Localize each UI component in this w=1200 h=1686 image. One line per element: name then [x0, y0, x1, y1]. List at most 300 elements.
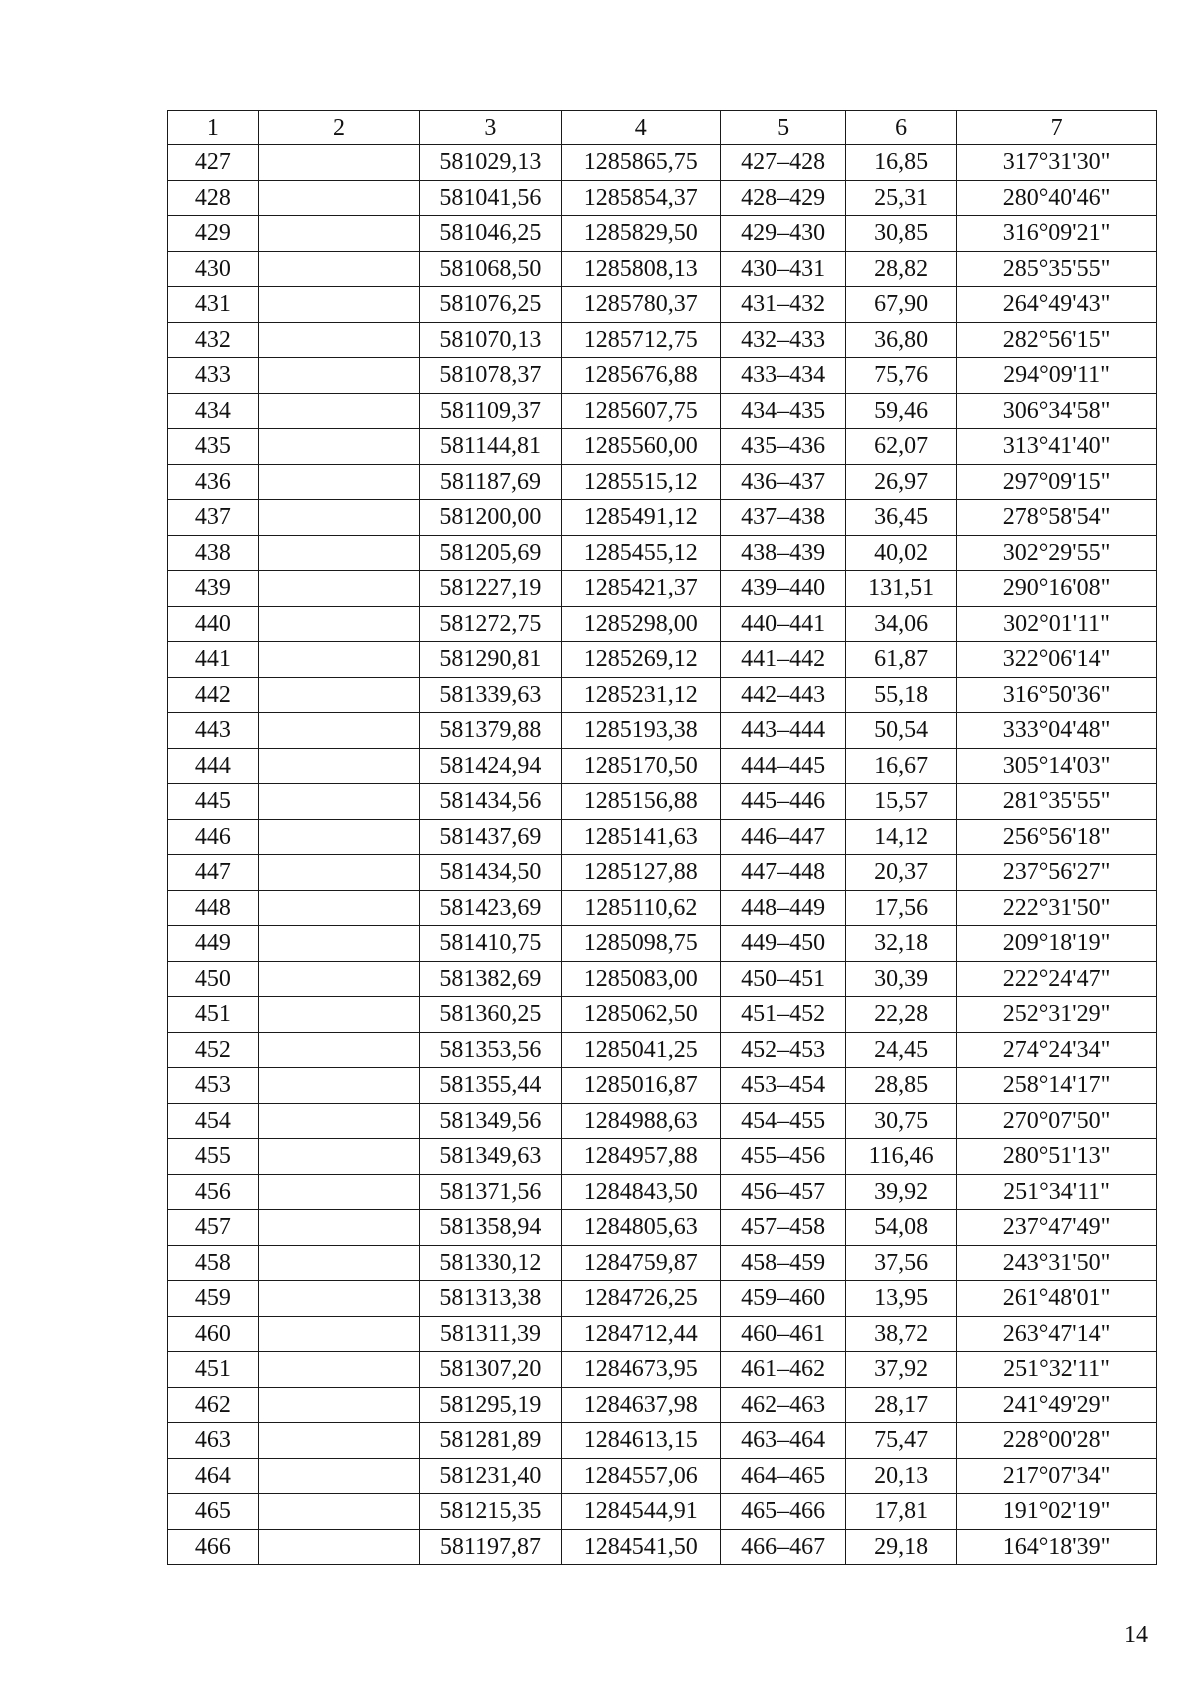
- distance-cell: 40,02: [846, 535, 957, 571]
- table-row: [168, 784, 1157, 820]
- table-row: [168, 855, 1157, 891]
- table-row: [168, 1352, 1157, 1388]
- segment-cell: 462–463: [721, 1387, 846, 1423]
- coordinate-x-cell: 581046,25: [420, 216, 561, 252]
- coordinate-y-cell: 1285098,75: [561, 926, 720, 962]
- header-cell-col3: 3: [420, 111, 561, 145]
- point-number-cell: 444: [168, 748, 259, 784]
- coordinate-x-cell: 581231,40: [420, 1458, 561, 1494]
- coordinate-y-cell: 1285808,13: [561, 251, 720, 287]
- coordinate-y-cell: 1284673,95: [561, 1352, 720, 1388]
- point-name-cell: [258, 1387, 419, 1423]
- point-name-cell: [258, 535, 419, 571]
- table-row: [168, 642, 1157, 678]
- point-number-cell: 443: [168, 713, 259, 749]
- point-name-cell: [258, 1068, 419, 1104]
- coordinate-y-cell: 1285041,25: [561, 1032, 720, 1068]
- distance-cell: 55,18: [846, 677, 957, 713]
- point-name-cell: [258, 1494, 419, 1530]
- coordinate-y-cell: 1285712,75: [561, 322, 720, 358]
- bearing-cell: 251°32'11": [957, 1352, 1157, 1388]
- segment-cell: 454–455: [721, 1103, 846, 1139]
- coordinate-y-cell: 1285421,37: [561, 571, 720, 607]
- table-row: [168, 1174, 1157, 1210]
- point-number-cell: 454: [168, 1103, 259, 1139]
- coordinate-y-cell: 1284759,87: [561, 1245, 720, 1281]
- table-row: [168, 145, 1157, 181]
- distance-cell: 34,06: [846, 606, 957, 642]
- distance-cell: 131,51: [846, 571, 957, 607]
- coordinate-x-cell: 581358,94: [420, 1210, 561, 1246]
- bearing-cell: 285°35'55": [957, 251, 1157, 287]
- bearing-cell: 258°14'17": [957, 1068, 1157, 1104]
- bearing-cell: 282°56'15": [957, 322, 1157, 358]
- coordinate-x-cell: 581311,39: [420, 1316, 561, 1352]
- distance-cell: 36,45: [846, 500, 957, 536]
- coordinate-x-cell: 581078,37: [420, 358, 561, 394]
- segment-cell: 450–451: [721, 961, 846, 997]
- segment-cell: 439–440: [721, 571, 846, 607]
- coordinate-x-cell: 581330,12: [420, 1245, 561, 1281]
- coordinate-y-cell: 1285780,37: [561, 287, 720, 323]
- point-name-cell: [258, 819, 419, 855]
- point-number-cell: 442: [168, 677, 259, 713]
- distance-cell: 20,13: [846, 1458, 957, 1494]
- coordinate-x-cell: 581434,56: [420, 784, 561, 820]
- segment-cell: 444–445: [721, 748, 846, 784]
- point-number-cell: 460: [168, 1316, 259, 1352]
- point-number-cell: 445: [168, 784, 259, 820]
- point-name-cell: [258, 1423, 419, 1459]
- segment-cell: 465–466: [721, 1494, 846, 1530]
- distance-cell: 14,12: [846, 819, 957, 855]
- bearing-cell: 237°47'49": [957, 1210, 1157, 1246]
- coordinate-y-cell: 1285156,88: [561, 784, 720, 820]
- point-name-cell: [258, 571, 419, 607]
- point-name-cell: [258, 180, 419, 216]
- segment-cell: 430–431: [721, 251, 846, 287]
- distance-cell: 75,76: [846, 358, 957, 394]
- distance-cell: 30,75: [846, 1103, 957, 1139]
- bearing-cell: 322°06'14": [957, 642, 1157, 678]
- segment-cell: 446–447: [721, 819, 846, 855]
- point-name-cell: [258, 606, 419, 642]
- segment-cell: 437–438: [721, 500, 846, 536]
- point-number-cell: 466: [168, 1529, 259, 1565]
- point-number-cell: 453: [168, 1068, 259, 1104]
- point-number-cell: 429: [168, 216, 259, 252]
- point-number-cell: 464: [168, 1458, 259, 1494]
- coordinate-x-cell: 581187,69: [420, 464, 561, 500]
- point-name-cell: [258, 926, 419, 962]
- distance-cell: 29,18: [846, 1529, 957, 1565]
- point-name-cell: [258, 287, 419, 323]
- point-number-cell: 449: [168, 926, 259, 962]
- point-name-cell: [258, 1210, 419, 1246]
- table-row: [168, 1494, 1157, 1530]
- table-row: [168, 997, 1157, 1033]
- table-row: [168, 1458, 1157, 1494]
- point-name-cell: [258, 1032, 419, 1068]
- bearing-cell: 280°51'13": [957, 1139, 1157, 1175]
- distance-cell: 59,46: [846, 393, 957, 429]
- table-row: [168, 713, 1157, 749]
- segment-cell: 432–433: [721, 322, 846, 358]
- point-name-cell: [258, 464, 419, 500]
- coordinate-x-cell: 581227,19: [420, 571, 561, 607]
- table-row: [168, 464, 1157, 500]
- header-cell-col2: 2: [258, 111, 419, 145]
- coordinate-y-cell: 1285231,12: [561, 677, 720, 713]
- coordinate-x-cell: 581200,00: [420, 500, 561, 536]
- table-row: [168, 1281, 1157, 1317]
- coordinate-x-cell: 581205,69: [420, 535, 561, 571]
- distance-cell: 20,37: [846, 855, 957, 891]
- distance-cell: 13,95: [846, 1281, 957, 1317]
- coordinate-x-cell: 581313,38: [420, 1281, 561, 1317]
- point-name-cell: [258, 1174, 419, 1210]
- bearing-cell: 261°48'01": [957, 1281, 1157, 1317]
- point-name-cell: [258, 748, 419, 784]
- segment-cell: 461–462: [721, 1352, 846, 1388]
- point-name-cell: [258, 961, 419, 997]
- bearing-cell: 252°31'29": [957, 997, 1157, 1033]
- distance-cell: 17,81: [846, 1494, 957, 1530]
- table-header: [168, 111, 1157, 145]
- segment-cell: 451–452: [721, 997, 846, 1033]
- coordinate-x-cell: 581068,50: [420, 251, 561, 287]
- coordinate-y-cell: 1284805,63: [561, 1210, 720, 1246]
- bearing-cell: 222°24'47": [957, 961, 1157, 997]
- segment-cell: 431–432: [721, 287, 846, 323]
- distance-cell: 38,72: [846, 1316, 957, 1352]
- point-name-cell: [258, 358, 419, 394]
- point-number-cell: 465: [168, 1494, 259, 1530]
- header-cell-col7: 7: [957, 111, 1157, 145]
- table-row: [168, 1210, 1157, 1246]
- distance-cell: 62,07: [846, 429, 957, 465]
- distance-cell: 30,39: [846, 961, 957, 997]
- coordinate-x-cell: 581434,50: [420, 855, 561, 891]
- distance-cell: 39,92: [846, 1174, 957, 1210]
- distance-cell: 116,46: [846, 1139, 957, 1175]
- coordinate-x-cell: 581360,25: [420, 997, 561, 1033]
- distance-cell: 17,56: [846, 890, 957, 926]
- header-cell-col5: 5: [721, 111, 846, 145]
- bearing-cell: 228°00'28": [957, 1423, 1157, 1459]
- coordinate-y-cell: 1285607,75: [561, 393, 720, 429]
- segment-cell: 436–437: [721, 464, 846, 500]
- point-name-cell: [258, 1139, 419, 1175]
- point-name-cell: [258, 713, 419, 749]
- point-number-cell: 451: [168, 1352, 259, 1388]
- point-name-cell: [258, 1281, 419, 1317]
- distance-cell: 28,17: [846, 1387, 957, 1423]
- coordinate-y-cell: 1285193,38: [561, 713, 720, 749]
- table-row: [168, 322, 1157, 358]
- point-name-cell: [258, 500, 419, 536]
- table-row: [168, 1103, 1157, 1139]
- table-row: [168, 535, 1157, 571]
- coordinate-y-cell: 1284843,50: [561, 1174, 720, 1210]
- segment-cell: 440–441: [721, 606, 846, 642]
- table-row: [168, 500, 1157, 536]
- segment-cell: 455–456: [721, 1139, 846, 1175]
- bearing-cell: 302°01'11": [957, 606, 1157, 642]
- coordinate-x-cell: 581371,56: [420, 1174, 561, 1210]
- segment-cell: 458–459: [721, 1245, 846, 1281]
- coordinate-x-cell: 581295,19: [420, 1387, 561, 1423]
- point-number-cell: 439: [168, 571, 259, 607]
- point-name-cell: [258, 1316, 419, 1352]
- coordinate-x-cell: 581349,63: [420, 1139, 561, 1175]
- distance-cell: 37,56: [846, 1245, 957, 1281]
- segment-cell: 429–430: [721, 216, 846, 252]
- point-name-cell: [258, 322, 419, 358]
- point-name-cell: [258, 1458, 419, 1494]
- bearing-cell: 278°58'54": [957, 500, 1157, 536]
- coordinate-x-cell: 581281,89: [420, 1423, 561, 1459]
- bearing-cell: 294°09'11": [957, 358, 1157, 394]
- point-name-cell: [258, 216, 419, 252]
- coordinate-x-cell: 581349,56: [420, 1103, 561, 1139]
- point-name-cell: [258, 1529, 419, 1565]
- table-row: [168, 1245, 1157, 1281]
- bearing-cell: 313°41'40": [957, 429, 1157, 465]
- distance-cell: 30,85: [846, 216, 957, 252]
- segment-cell: 427–428: [721, 145, 846, 181]
- coordinate-x-cell: 581215,35: [420, 1494, 561, 1530]
- point-name-cell: [258, 677, 419, 713]
- point-name-cell: [258, 784, 419, 820]
- coordinate-x-cell: 581144,81: [420, 429, 561, 465]
- bearing-cell: 237°56'27": [957, 855, 1157, 891]
- coordinate-x-cell: 581076,25: [420, 287, 561, 323]
- bearing-cell: 270°07'50": [957, 1103, 1157, 1139]
- point-name-cell: [258, 1245, 419, 1281]
- point-number-cell: 430: [168, 251, 259, 287]
- header-cell-col1: 1: [168, 111, 259, 145]
- point-number-cell: 456: [168, 1174, 259, 1210]
- coordinate-y-cell: 1285110,62: [561, 890, 720, 926]
- point-number-cell: 450: [168, 961, 259, 997]
- coordinate-x-cell: 581290,81: [420, 642, 561, 678]
- point-name-cell: [258, 642, 419, 678]
- segment-cell: 428–429: [721, 180, 846, 216]
- bearing-cell: 209°18'19": [957, 926, 1157, 962]
- coordinate-y-cell: 1285515,12: [561, 464, 720, 500]
- distance-cell: 61,87: [846, 642, 957, 678]
- distance-cell: 67,90: [846, 287, 957, 323]
- distance-cell: 37,92: [846, 1352, 957, 1388]
- distance-cell: 26,97: [846, 464, 957, 500]
- point-name-cell: [258, 429, 419, 465]
- table-row: [168, 1068, 1157, 1104]
- coordinate-y-cell: 1285016,87: [561, 1068, 720, 1104]
- segment-cell: 435–436: [721, 429, 846, 465]
- distance-cell: 54,08: [846, 1210, 957, 1246]
- distance-cell: 36,80: [846, 322, 957, 358]
- point-number-cell: 441: [168, 642, 259, 678]
- bearing-cell: 333°04'48": [957, 713, 1157, 749]
- bearing-cell: 251°34'11": [957, 1174, 1157, 1210]
- table-row: [168, 429, 1157, 465]
- segment-cell: 453–454: [721, 1068, 846, 1104]
- page-number: 14: [1124, 1622, 1148, 1648]
- table-row: [168, 961, 1157, 997]
- segment-cell: 438–439: [721, 535, 846, 571]
- bearing-cell: 263°47'14": [957, 1316, 1157, 1352]
- coordinate-y-cell: 1285676,88: [561, 358, 720, 394]
- point-number-cell: 448: [168, 890, 259, 926]
- table-row: [168, 926, 1157, 962]
- coordinate-y-cell: 1285083,00: [561, 961, 720, 997]
- coordinate-y-cell: 1285829,50: [561, 216, 720, 252]
- point-name-cell: [258, 890, 419, 926]
- coordinate-x-cell: 581070,13: [420, 322, 561, 358]
- bearing-cell: 243°31'50": [957, 1245, 1157, 1281]
- header-row: [168, 111, 1157, 145]
- segment-cell: 459–460: [721, 1281, 846, 1317]
- bearing-cell: 305°14'03": [957, 748, 1157, 784]
- coordinate-y-cell: 1284541,50: [561, 1529, 720, 1565]
- coordinate-y-cell: 1285062,50: [561, 997, 720, 1033]
- table-row: [168, 251, 1157, 287]
- coordinate-y-cell: 1284957,88: [561, 1139, 720, 1175]
- distance-cell: 15,57: [846, 784, 957, 820]
- distance-cell: 16,85: [846, 145, 957, 181]
- coordinate-y-cell: 1284613,15: [561, 1423, 720, 1459]
- point-number-cell: 455: [168, 1139, 259, 1175]
- table-row: [168, 287, 1157, 323]
- distance-cell: 16,67: [846, 748, 957, 784]
- bearing-cell: 302°29'55": [957, 535, 1157, 571]
- coordinate-y-cell: 1284712,44: [561, 1316, 720, 1352]
- coordinate-y-cell: 1284726,25: [561, 1281, 720, 1317]
- distance-cell: 50,54: [846, 713, 957, 749]
- bearing-cell: 297°09'15": [957, 464, 1157, 500]
- coordinate-y-cell: 1285491,12: [561, 500, 720, 536]
- point-number-cell: 431: [168, 287, 259, 323]
- point-number-cell: 427: [168, 145, 259, 181]
- point-name-cell: [258, 855, 419, 891]
- point-number-cell: 435: [168, 429, 259, 465]
- point-number-cell: 432: [168, 322, 259, 358]
- segment-cell: 460–461: [721, 1316, 846, 1352]
- bearing-cell: 164°18'39": [957, 1529, 1157, 1565]
- coordinate-x-cell: 581410,75: [420, 926, 561, 962]
- table-row: [168, 180, 1157, 216]
- bearing-cell: 217°07'34": [957, 1458, 1157, 1494]
- point-number-cell: 437: [168, 500, 259, 536]
- coordinate-x-cell: 581307,20: [420, 1352, 561, 1388]
- bearing-cell: 256°56'18": [957, 819, 1157, 855]
- segment-cell: 456–457: [721, 1174, 846, 1210]
- point-number-cell: 428: [168, 180, 259, 216]
- coordinate-y-cell: 1285865,75: [561, 145, 720, 181]
- coordinate-y-cell: 1285854,37: [561, 180, 720, 216]
- distance-cell: 28,85: [846, 1068, 957, 1104]
- distance-cell: 24,45: [846, 1032, 957, 1068]
- point-name-cell: [258, 1103, 419, 1139]
- coordinate-x-cell: 581339,63: [420, 677, 561, 713]
- header-cell-col4: 4: [561, 111, 720, 145]
- point-name-cell: [258, 1352, 419, 1388]
- table-row: [168, 890, 1157, 926]
- coordinate-x-cell: 581109,37: [420, 393, 561, 429]
- coordinate-x-cell: 581029,13: [420, 145, 561, 181]
- point-number-cell: 459: [168, 1281, 259, 1317]
- coordinate-y-cell: 1285298,00: [561, 606, 720, 642]
- bearing-cell: 280°40'46": [957, 180, 1157, 216]
- point-number-cell: 447: [168, 855, 259, 891]
- coordinate-y-cell: 1284988,63: [561, 1103, 720, 1139]
- bearing-cell: 274°24'34": [957, 1032, 1157, 1068]
- coordinate-x-cell: 581272,75: [420, 606, 561, 642]
- coordinate-y-cell: 1285141,63: [561, 819, 720, 855]
- point-number-cell: 462: [168, 1387, 259, 1423]
- bearing-cell: 316°09'21": [957, 216, 1157, 252]
- coordinate-x-cell: 581355,44: [420, 1068, 561, 1104]
- bearing-cell: 317°31'30": [957, 145, 1157, 181]
- table-row: [168, 748, 1157, 784]
- point-number-cell: 458: [168, 1245, 259, 1281]
- bearing-cell: 241°49'29": [957, 1387, 1157, 1423]
- table-row: [168, 606, 1157, 642]
- coordinate-x-cell: 581353,56: [420, 1032, 561, 1068]
- point-number-cell: 463: [168, 1423, 259, 1459]
- distance-cell: 75,47: [846, 1423, 957, 1459]
- coordinate-y-cell: 1285560,00: [561, 429, 720, 465]
- point-number-cell: 438: [168, 535, 259, 571]
- table-row: [168, 1032, 1157, 1068]
- coordinate-x-cell: 581197,87: [420, 1529, 561, 1565]
- table-row: [168, 358, 1157, 394]
- point-number-cell: 434: [168, 393, 259, 429]
- coordinate-y-cell: 1285269,12: [561, 642, 720, 678]
- segment-cell: 457–458: [721, 1210, 846, 1246]
- coordinate-x-cell: 581424,94: [420, 748, 561, 784]
- point-name-cell: [258, 145, 419, 181]
- distance-cell: 32,18: [846, 926, 957, 962]
- coordinate-x-cell: 581423,69: [420, 890, 561, 926]
- segment-cell: 433–434: [721, 358, 846, 394]
- segment-cell: 442–443: [721, 677, 846, 713]
- coordinate-y-cell: 1284557,06: [561, 1458, 720, 1494]
- point-number-cell: 436: [168, 464, 259, 500]
- point-number-cell: 433: [168, 358, 259, 394]
- segment-cell: 449–450: [721, 926, 846, 962]
- table-row: [168, 1316, 1157, 1352]
- bearing-cell: 290°16'08": [957, 571, 1157, 607]
- bearing-cell: 191°02'19": [957, 1494, 1157, 1530]
- coordinate-y-cell: 1284544,91: [561, 1494, 720, 1530]
- segment-cell: 434–435: [721, 393, 846, 429]
- header-cell-col6: 6: [846, 111, 957, 145]
- coordinate-x-cell: 581382,69: [420, 961, 561, 997]
- segment-cell: 452–453: [721, 1032, 846, 1068]
- point-name-cell: [258, 997, 419, 1033]
- table-row: [168, 819, 1157, 855]
- distance-cell: 22,28: [846, 997, 957, 1033]
- coordinate-y-cell: 1285170,50: [561, 748, 720, 784]
- segment-cell: 464–465: [721, 1458, 846, 1494]
- coordinate-x-cell: 581041,56: [420, 180, 561, 216]
- bearing-cell: 316°50'36": [957, 677, 1157, 713]
- segment-cell: 441–442: [721, 642, 846, 678]
- point-number-cell: 451: [168, 997, 259, 1033]
- point-number-cell: 457: [168, 1210, 259, 1246]
